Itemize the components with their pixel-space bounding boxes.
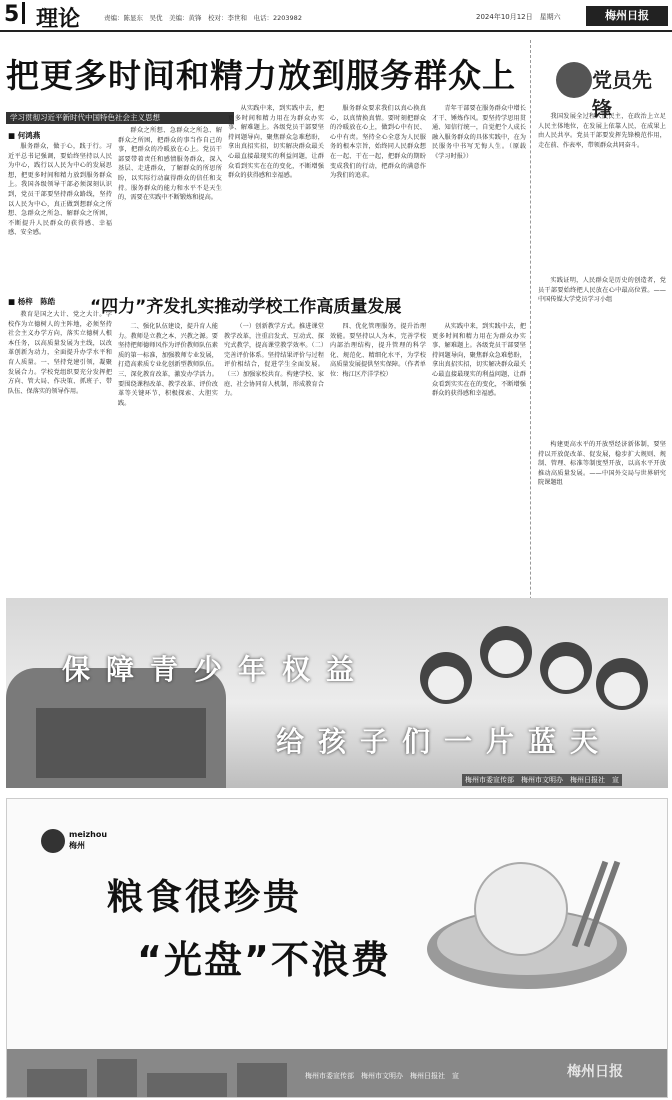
food-waste-banner: [6, 798, 668, 1098]
village-building-illustration: [36, 708, 206, 778]
party-badge-icon: [556, 62, 592, 98]
children-illustration: [410, 612, 650, 722]
sidebar-text-1: 我国发展全过程人民民主，在政治上立足人民主体地位，在发展上依靠人民，在成果上由人民共享。党员干部要发挥先锋模范作用，走在前、作表率，带领群众共同奋斗。: [538, 113, 666, 149]
child-figure: [540, 642, 592, 694]
sidebar-text-2: 实践证明，人民群众是历史的创造者，党员干部要始终把人民放在心中最高位置。——中国传媒大学党员学习小组: [538, 277, 666, 304]
meizhou-logo-icon: [41, 829, 65, 853]
editor-credits: 责编：陈显东 吴优 美编：黄锋 校对：李世和 电话：2203982: [104, 14, 302, 22]
youth-rights-banner: [6, 598, 668, 788]
banner-slogan-2: 给孩子们一片蓝天: [276, 725, 613, 758]
page-header: [0, 0, 672, 32]
sidebar-title: 党员先锋: [592, 68, 652, 121]
banner-credit: 梅州市委宣传部 梅州市文明办 梅州日报社 宣: [462, 774, 622, 786]
second-column-4: 四、优化管理服务，提升治理效能。要坚持以人为本，完善学校内部治理结构，提升管理的科学化、规范化、精细化水平，为学校高质量发展提供坚实保障。（作者单位：梅江区芹洋学校）: [330, 323, 426, 378]
page-number: 5: [4, 2, 28, 27]
sidebar-header: [536, 58, 666, 121]
masthead-logo: 梅州日报: [586, 6, 668, 26]
plate-illustration: [417, 839, 637, 999]
sidebar-text-3: 构建更高水平的开放型经济新体制，要坚持以开放促改革、促发展，稳步扩大规则、规制、管理、标准等制度型开放，以高水平开放推动高质量发展。——中国外交局与世界研究院课题组: [538, 441, 666, 487]
second-column-3: （一）创新教学方式。推进课堂教学改革，注重启发式、互动式、探究式教学，提高课堂教学效率。（二）完善评价体系。坚持结果评价与过程评价相结合，促进学生全面发展。（三）加强家校共育。构建学校、家庭、社会协同育人机制，形成教育合力。: [224, 323, 324, 398]
lead-column-1: 服务群众，做于心，践于行。习近平总书记强调，要始终坚持以人民为中心，践行以人民为中心的发展思想，把更多时间和精力放到服务群众上。我国各级领导干部必须深刻认识到，党员干部要坚持群众路线，坚持以人民为中心，真正做到想群众之所想、急群众之所急、解群众之所困，不断提升人民群众的获得感、幸福感、安全感。: [8, 143, 112, 237]
child-figure: [420, 652, 472, 704]
second-headline: “四力”齐发扎实推动学校工作高质量发展: [90, 297, 402, 317]
lead-column-3: 从实践中来，到实践中去，把更多时间和精力用在为群众办实事、解难题上。各级党员干部要坚持问题导向，聚焦群众急难愁盼，拿出真招实招，切实解决群众最关心最直接最现实的利益问题，让群众看到实实在在的变化，不断增强群众的获得感和幸福感。: [228, 105, 324, 180]
lead-column-2: 群众之所想、急群众之所急、解群众之所困，把群众的事当作自己的事，把群众的冷暖放在心上。党员干部要带着责任和感情服务群众，深入基层、走进群众，了解群众的所思所盼，以实际行动赢得群众的信任和支持。服务群众的能力和水平不是天生的，需要在实践中不断锻炼和提高。: [118, 127, 222, 202]
second-column-5: 从实践中来，到实践中去，把更多时间和精力用在为群众办实事、解难题上。各级党员干部要坚持问题导向，聚焦群众急难愁盼，拿出真招实招，切实解决群众最关心最直接最现实的利益问题，让群众看到实实在在的变化，不断增强群众的获得感和幸福感。: [432, 323, 526, 398]
lead-column-4: 服务群众要求我们以真心换真心，以真情换真情。要时刻把群众的冷暖放在心上，做到心中有民、心中有责。坚持全心全意为人民服务的根本宗旨，始终同人民群众想在一起、干在一起，把群众的期盼变成我们的行动，把群众的满意作为我们的追求。: [330, 105, 426, 180]
second-column-2: 二、强化队伍建设，提升育人能力。教师是立教之本、兴教之源。要坚持把师德师风作为评价教师队伍素质的第一标准，加强教师专业发展，打造高素质专业化创新型教师队伍。三、深化教育改革，激发办学活力。要围绕课程改革、教学改革、评价改革等关键环节，积极探索、大胆实践。: [118, 323, 218, 407]
lead-column-5: 青年干部要在服务群众中增长才干、锤炼作风。要坚持学思用贯通、知信行统一，自觉把个人成长融入服务群众的具体实践中，在为民服务中书写无悔人生。（原载《学习时报》）: [432, 105, 526, 160]
banner-slogan-1: 保障青少年权益: [62, 653, 371, 686]
child-figure: [596, 658, 648, 710]
section-name: 理论: [36, 7, 81, 32]
second-byline: ■ 杨梓 陈皓: [8, 297, 56, 306]
campaign-line-1: 粮食很珍贵: [107, 877, 303, 918]
issue-date: 2024年10月12日 星期六: [476, 13, 561, 21]
banner-credit: 梅州市委宣传部 梅州市文明办 梅州日报社 宣: [305, 1072, 459, 1080]
second-column-1: 教育是国之大计、党之大计。学校作为立德树人的主阵地，必须坚持社会主义办学方向，落实立德树人根本任务，以高质量发展为主线，以改革创新为动力，全面提升办学水平和育人质量。一、坚持党建引领，凝聚发展合力。学校党组织要充分发挥把方向、管大局、作决策、抓班子、带队伍、保落实的领导作用。: [8, 311, 112, 395]
lead-headline: 把更多时间和精力放到服务群众上: [6, 56, 516, 95]
campaign-line-2: “光盘”不浪费: [137, 938, 391, 982]
logo-text: meizhou 梅州: [69, 830, 108, 850]
child-figure: [480, 626, 532, 678]
lead-kicker: 学习贯彻习近平新时代中国特色社会主义思想: [6, 112, 234, 124]
lead-byline: ■ 何鸿燕: [8, 131, 41, 140]
newspaper-watermark: 梅州日报: [567, 1064, 623, 1080]
